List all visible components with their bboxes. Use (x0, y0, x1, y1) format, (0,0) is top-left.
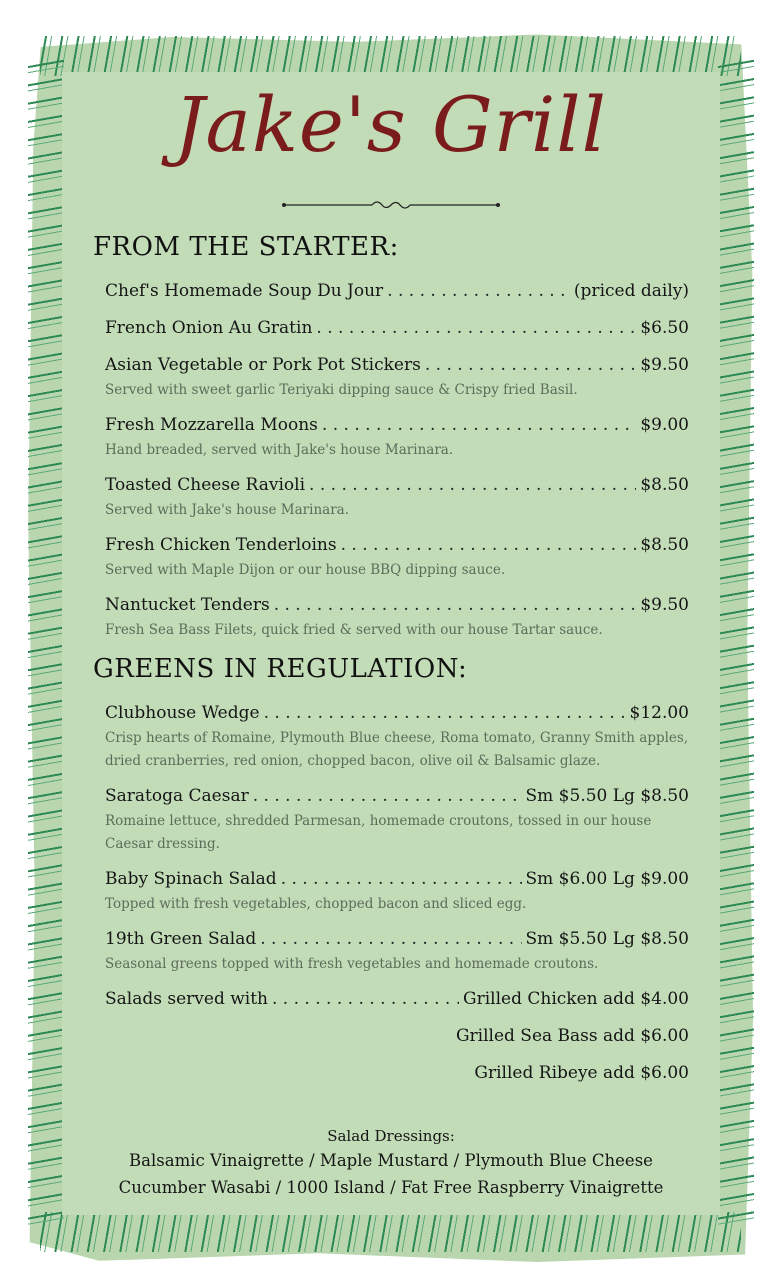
dot-leader (253, 786, 522, 806)
menu-item (105, 989, 689, 1013)
menu-item-description: Hand breaded, served with Jake's house Marinara. (105, 442, 454, 458)
menu-item-row (105, 318, 689, 342)
menu-item-name: 19th Green Salad (105, 929, 257, 949)
restaurant-title: Jake's Grill (174, 80, 607, 169)
menu-item-row (105, 415, 689, 439)
menu-item-name: Chef's Homemade Soup Du Jour (105, 281, 384, 301)
dressings-label: Salad Dressings: (327, 1127, 455, 1145)
menu-item-price: Sm $5.50 Lg $8.50 (525, 786, 689, 806)
grass-border-bottom (40, 1212, 741, 1252)
menu-item-row (105, 703, 689, 727)
menu-item-name: Asian Vegetable or Pork Pot Stickers (105, 355, 421, 375)
menu-item (105, 703, 689, 773)
starters-list (105, 281, 689, 655)
menu-item-row (105, 786, 689, 810)
ornament-divider-icon (282, 198, 500, 212)
menu-item-row (105, 355, 689, 379)
menu-item (105, 355, 689, 402)
menu-item-price: $6.50 (640, 318, 689, 338)
menu-item (105, 786, 689, 856)
menu-item-description: Served with Jake's house Marinara. (105, 502, 349, 518)
menu-item-description: Fresh Sea Bass Filets, quick fried & served with our house Tartar sauce. (105, 622, 603, 638)
menu-item-row (105, 989, 689, 1013)
menu-item (105, 318, 689, 342)
greens-list (105, 703, 689, 1100)
menu-item (105, 595, 689, 642)
dot-leader (425, 355, 636, 375)
menu-item-row (105, 535, 689, 559)
dot-leader (264, 703, 626, 723)
menu-item-name: Saratoga Caesar (105, 786, 249, 806)
menu-item-price: (priced daily) (573, 281, 689, 301)
section-heading-starters: FROM THE STARTER: (93, 232, 399, 262)
menu-item-name: Baby Spinach Salad (105, 869, 277, 889)
menu-item-name: Salads served with (105, 989, 268, 1009)
menu-item (105, 281, 689, 305)
menu-item-price: $8.50 (640, 535, 689, 555)
menu-item-description: Seasonal greens topped with fresh vegetables and homemade croutons. (105, 956, 599, 972)
dot-leader (272, 989, 459, 1009)
dot-leader (322, 415, 636, 435)
salad-addon: Grilled Sea Bass add $6.00 (455, 1026, 689, 1046)
menu-item-row (105, 595, 689, 619)
section-heading-greens: GREENS IN REGULATION: (93, 654, 468, 684)
dot-leader (274, 595, 637, 615)
menu-item-description: Topped with fresh vegetables, chopped bacon and sliced egg. (105, 896, 527, 912)
menu-item-price: $8.50 (640, 475, 689, 495)
menu-item-description: Served with sweet garlic Teriyaki dipping sauce & Crispy fried Basil. (105, 382, 578, 398)
dot-leader (260, 929, 521, 949)
menu-item-price: Sm $6.00 Lg $9.00 (525, 869, 689, 889)
grass-border-top (40, 36, 741, 76)
menu-item-row (105, 869, 689, 893)
menu-item-price: $12.00 (629, 703, 689, 723)
menu-item-description: Served with Maple Dijon or our house BBQ dipping sauce. (105, 562, 506, 578)
menu-item-name: Clubhouse Wedge (105, 703, 260, 723)
menu-item (105, 475, 689, 522)
dressings-line-1: Balsamic Vinaigrette / Maple Mustard / Plymouth Blue Cheese (129, 1151, 653, 1170)
menu-item-description: Romaine lettuce, shredded Parmesan, homemade croutons, tossed in our house Caesar dressing. (105, 813, 652, 852)
menu-item-name: French Onion Au Gratin (105, 318, 313, 338)
grass-border-right (718, 60, 754, 1227)
menu-item-name: Fresh Chicken Tenderloins (105, 535, 337, 555)
menu-item-name: Toasted Cheese Ravioli (105, 475, 306, 495)
dot-leader (316, 318, 636, 338)
menu-item-row (105, 475, 689, 499)
menu-item-row (105, 281, 689, 305)
menu-item-price: $9.50 (640, 595, 689, 615)
menu-item-row (105, 929, 689, 953)
menu-item-price: Grilled Chicken add $4.00 (463, 989, 689, 1009)
dressings-line-2: Cucumber Wasabi / 1000 Island / Fat Free Raspberry Vinaigrette (118, 1178, 664, 1197)
menu-item (105, 535, 689, 582)
menu-item (105, 929, 689, 976)
menu-item-name: Nantucket Tenders (105, 595, 270, 615)
menu-item-description: Crisp hearts of Romaine, Plymouth Blue cheese, Roma tomato, Granny Smith apples, dried cranberries, red onion, chopped bacon, olive oil & Balsamic glaze. (105, 730, 689, 769)
menu-item-price: Sm $5.50 Lg $8.50 (525, 929, 689, 949)
menu-item-price: $9.50 (640, 355, 689, 375)
menu-item-price: $9.00 (640, 415, 689, 435)
grass-border-left (28, 60, 64, 1227)
menu-item (105, 415, 689, 462)
dot-leader (387, 281, 570, 301)
menu-item-name: Fresh Mozzarella Moons (105, 415, 318, 435)
dot-leader (281, 869, 522, 889)
dot-leader (309, 475, 636, 495)
dot-leader (341, 535, 637, 555)
menu-item (105, 869, 689, 916)
salad-addon: Grilled Ribeye add $6.00 (474, 1063, 689, 1083)
